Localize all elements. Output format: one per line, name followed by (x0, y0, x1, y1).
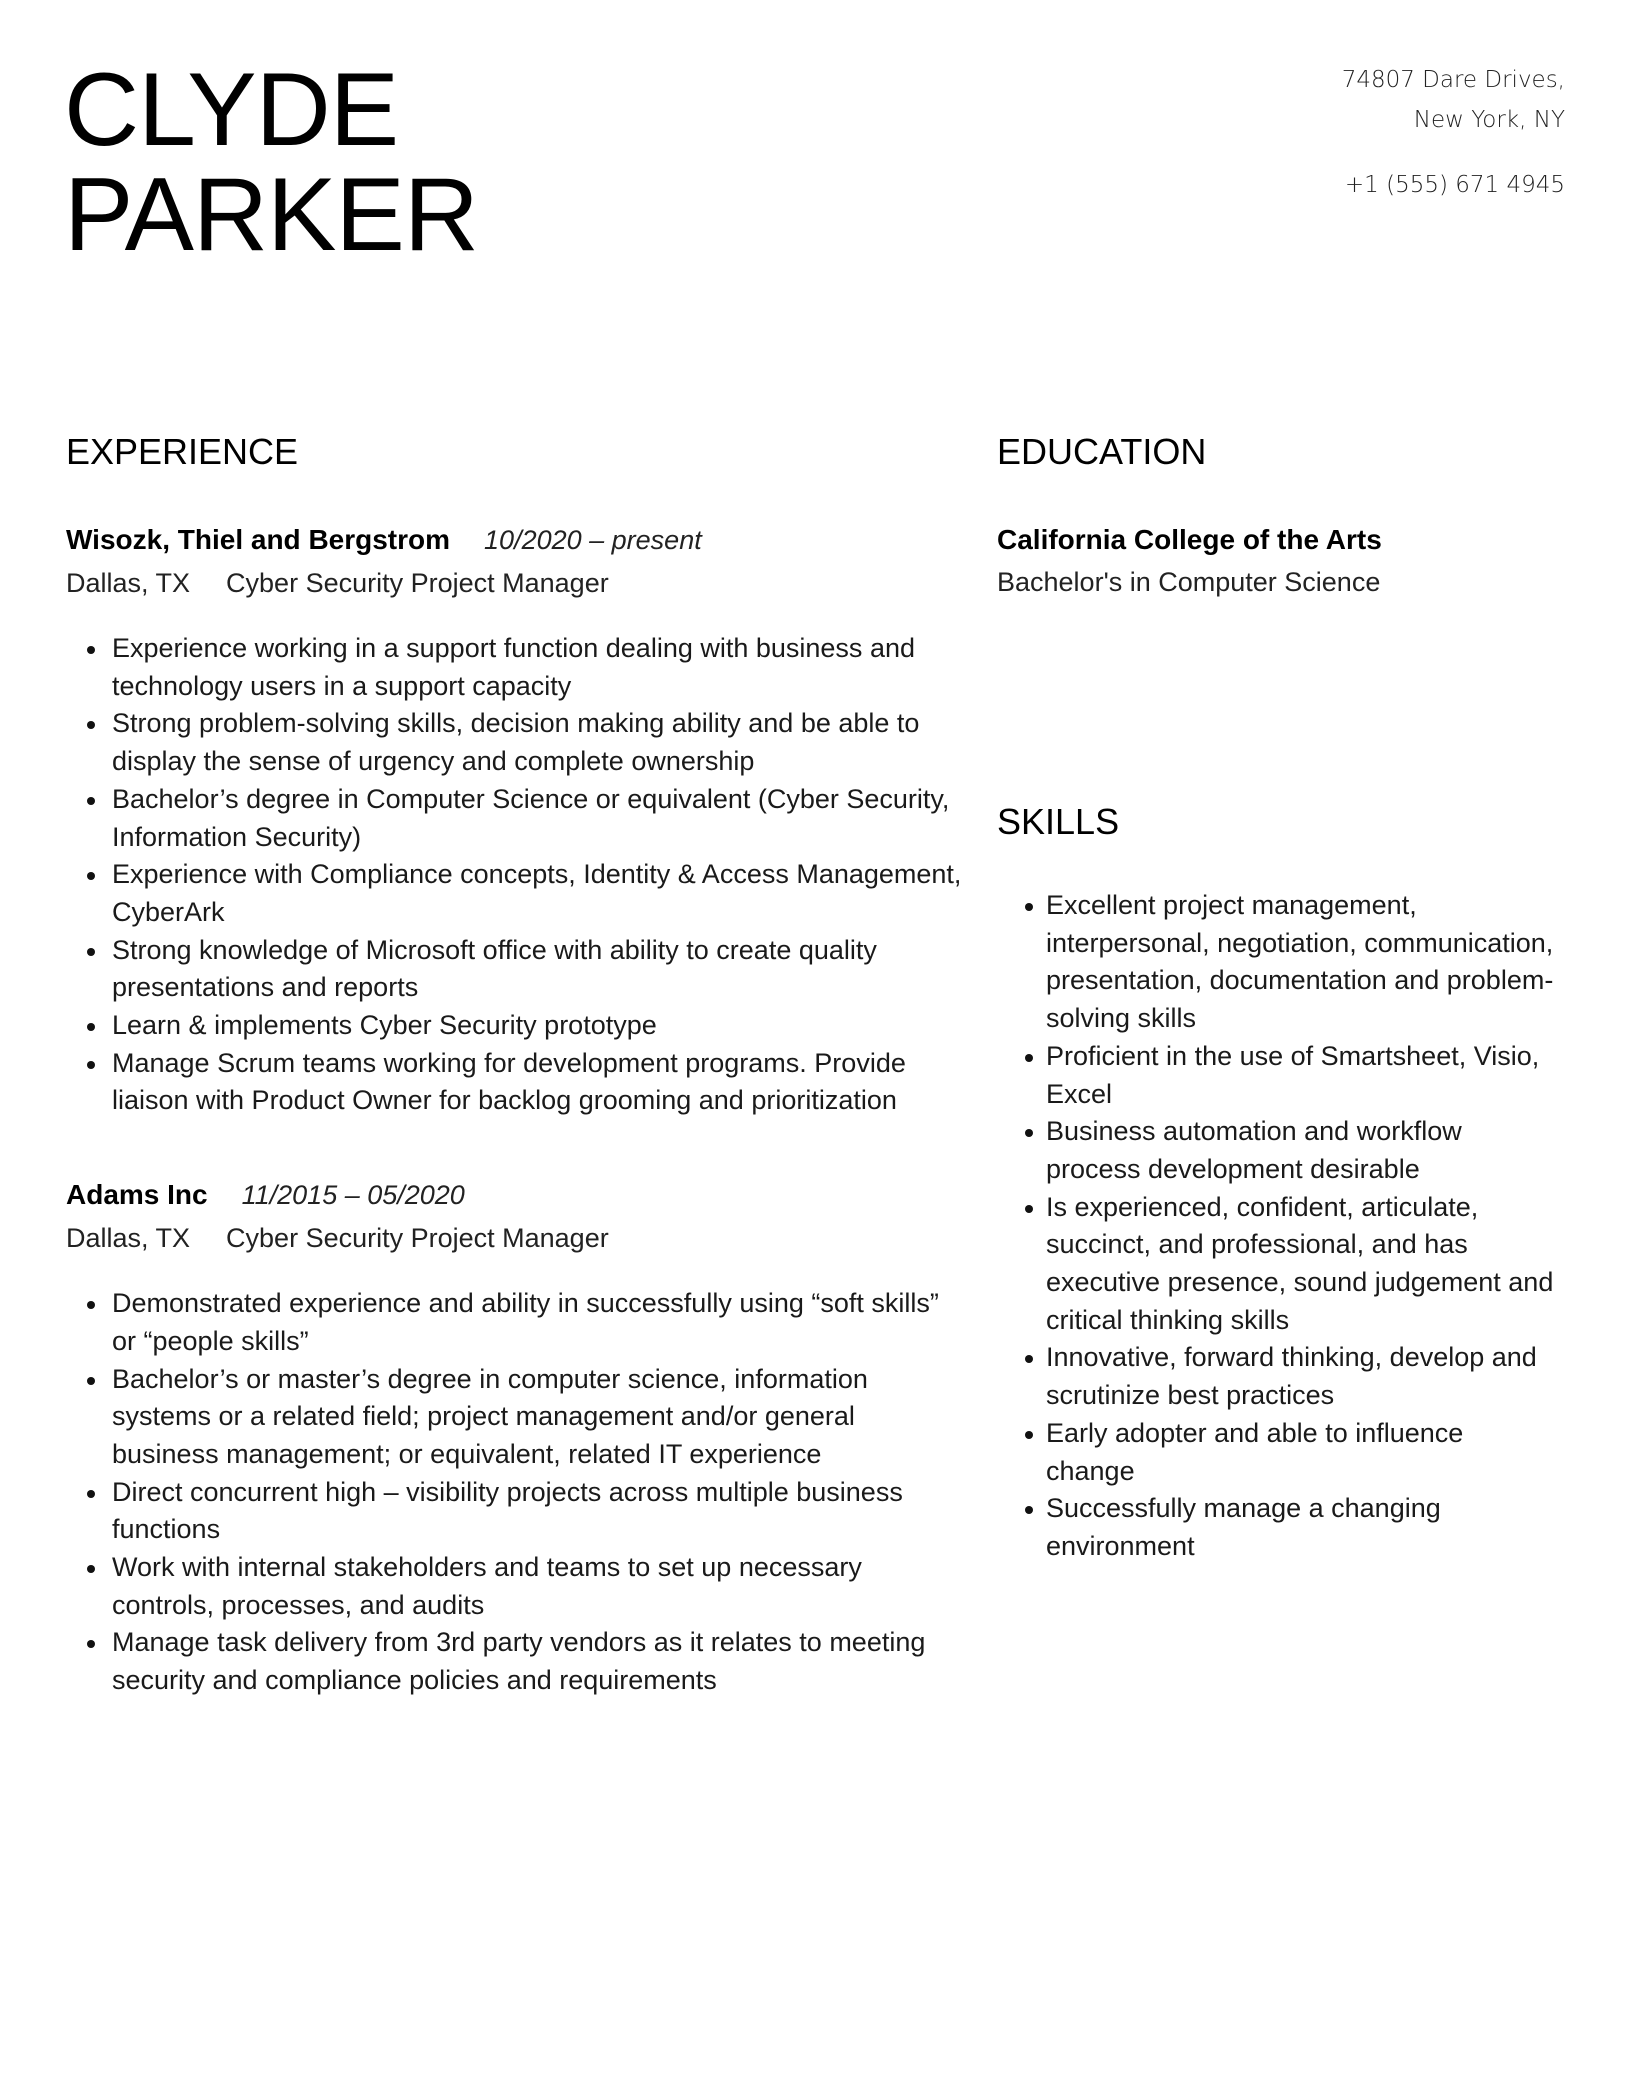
job-entry (66, 519, 966, 1120)
skills-list (997, 887, 1557, 1566)
bullet-item: Strong knowledge of Microsoft office with ability to create quality presentations and reports (66, 932, 966, 1007)
candidate-name (64, 52, 478, 273)
education-degree: Bachelor's in Computer Science (997, 567, 1381, 597)
bullet-item: Manage task delivery from 3rd party vendors as it relates to meeting security and compliance policies and requirements (66, 1624, 966, 1699)
skills-heading: SKILLS (997, 801, 1120, 842)
bullet-item: Experience working in a support function dealing with business and technology users in a support capacity (66, 630, 966, 705)
job-company: Adams Inc (66, 1179, 208, 1211)
job-bullets (66, 630, 966, 1120)
job-location: Dallas, TX (66, 1223, 191, 1254)
experience-heading: EXPERIENCE (66, 431, 299, 472)
bullet-item: Demonstrated experience and ability in successfully using “soft skills” or “people skills” (66, 1285, 966, 1360)
bullet-item: Strong problem-solving skills, decision making ability and be able to display the sense of urgency and complete ownership (66, 705, 966, 780)
bullet-item: Learn & implements Cyber Security prototype (66, 1007, 966, 1045)
skill-item: Excellent project management, interpersonal, negotiation, communication, presentation, documentation and problem-solving skills (997, 887, 1557, 1038)
job-dates: 11/2015 – 05/2020 (241, 1180, 465, 1211)
phone-number: +1 (555) 671 4945 (1344, 172, 1565, 198)
job-role: Cyber Security Project Manager (226, 568, 609, 598)
last-name: PARKER (64, 157, 478, 273)
bullet-item: Manage Scrum teams working for development programs. Provide liaison with Product Owner for backlog grooming and prioritization (66, 1045, 966, 1120)
bullet-item: Bachelor’s degree in Computer Science or equivalent (Cyber Security, Information Security) (66, 781, 966, 856)
job-company: Wisozk, Thiel and Bergstrom (66, 524, 451, 555)
bullet-item: Direct concurrent high – visibility projects across multiple business functions (66, 1474, 966, 1549)
skill-item: Early adopter and able to influence change (997, 1415, 1557, 1490)
job-entry (66, 1174, 966, 1700)
skill-item: Innovative, forward thinking, develop and scrutinize best practices (997, 1339, 1557, 1414)
skill-item: Proficient in the use of Smartsheet, Visio, Excel (997, 1038, 1557, 1113)
bullet-item: Bachelor’s or master’s degree in computer science, information systems or a related field; project management and/or general business management; or equivalent, related IT experience (66, 1361, 966, 1474)
job-dates: 10/2020 – present (484, 525, 702, 555)
contact-info (1342, 60, 1565, 205)
address-line-2: New York, NY (1413, 107, 1565, 133)
education-section (997, 430, 1577, 603)
education-school: California College of the Arts (997, 524, 1382, 555)
job-location: Dallas, TX (66, 568, 191, 598)
bullet-item: Work with internal stakeholders and teams to set up necessary controls, processes, and audits (66, 1549, 966, 1624)
skill-item: Is experienced, confident, articulate, succinct, and professional, and has executive presence, sound judgement and critical thinking skills (997, 1189, 1557, 1340)
first-name: CLYDE (64, 52, 399, 168)
experience-section (66, 430, 966, 1754)
skills-section (997, 800, 1557, 1566)
education-heading: EDUCATION (997, 431, 1207, 472)
job-role: Cyber Security Project Manager (226, 1223, 609, 1254)
skill-item: Business automation and workflow process development desirable (997, 1113, 1557, 1188)
bullet-item: Experience with Compliance concepts, Identity & Access Management, CyberArk (66, 856, 966, 931)
address-line-1: 74807 Dare Drives, (1341, 67, 1565, 93)
job-bullets (66, 1285, 966, 1700)
skill-item: Successfully manage a changing environment (997, 1490, 1557, 1565)
